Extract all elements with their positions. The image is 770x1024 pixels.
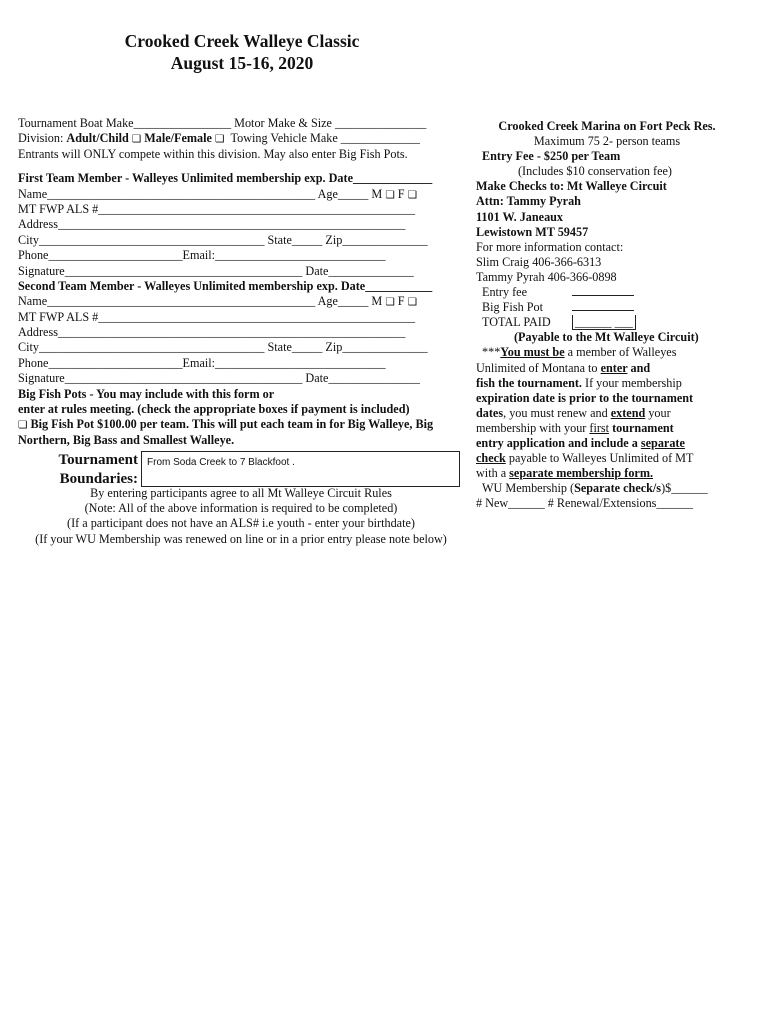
event-date: August 15-16, 2020 [170, 53, 314, 73]
first-name-field[interactable]: Name____________________________________________ Age_____ M [18, 186, 383, 201]
membership-line-6 [476, 421, 738, 436]
second-signature-field[interactable]: Signature_______________________________________ Date_______________ [18, 371, 420, 386]
membership-text: payable to Walleyes Unlimited of MT [505, 451, 694, 466]
info-sidebar [476, 119, 738, 511]
membership-emphasis: separate [640, 435, 685, 450]
division-male-female: Male/Female [144, 131, 212, 146]
attn: Attn: Tammy Pyrah [476, 194, 581, 209]
fee-bigfish-row [476, 300, 738, 315]
payable-note: (Payable to the Mt Walleye Circuit) [514, 330, 699, 345]
contact-2: Tammy Pyrah 406-366-0898 [476, 269, 617, 284]
membership-emphasis: dates [476, 405, 504, 420]
boundaries-label [56, 451, 138, 489]
street-address: 1101 W. Janeaux [476, 209, 564, 224]
boat-row [18, 116, 464, 131]
max-teams: Maximum 75 2- person teams [533, 134, 681, 149]
city-address: Lewistown MT 59457 [476, 224, 589, 239]
membership-line-7 [476, 436, 738, 451]
second-phone-field[interactable]: Phone______________________Email:____________________________ [18, 355, 386, 370]
note-line: (If your WU Membership was renewed on line or in a prior entry please note below) [35, 531, 447, 546]
checkbox-icon[interactable]: ❏ [385, 188, 395, 201]
entrants-note: Entrants will ONLY compete within this division. May also enter Big Fish Pots. [18, 146, 408, 161]
fee-includes: (Includes $10 conservation fee) [518, 164, 672, 179]
membership-text: and [627, 360, 651, 375]
fee-bigfish-label: Big Fish Pot [482, 300, 543, 315]
checkbox-icon[interactable]: ❏ [131, 133, 142, 146]
first-address-field[interactable]: Address_________________________________________________________ [18, 217, 406, 232]
new-renewal-row[interactable]: # New______ # Renewal/Extensions______ [476, 496, 693, 511]
contact-label: For more information contact: [476, 239, 624, 254]
wu-emphasis: Separate check/s [574, 481, 662, 496]
membership-emphasis: first [589, 420, 610, 435]
membership-text: Unlimited of Montana to [476, 360, 601, 375]
membership-text: If your membership [581, 375, 682, 390]
boundaries-label-line-1: Tournament [58, 452, 138, 468]
motor-make-field[interactable]: Motor Make & Size _______________ [234, 116, 427, 130]
membership-emphasis: enter [600, 360, 628, 375]
entry-form [18, 116, 464, 448]
second-member-heading: Second Team Member - Walleyes Unlimited membership exp. Date___________ [18, 278, 433, 293]
big-fish-line-4: Northern, Big Bass and Smallest Walleye. [18, 432, 235, 447]
female-label: F [397, 186, 405, 201]
location: Crooked Creek Marina on Fort Peck Res. [498, 119, 716, 133]
second-city-field[interactable]: City_____________________________________ State_____ Zip______________ [18, 340, 428, 355]
first-signature-field[interactable]: Signature_______________________________________ Date______________ [18, 263, 414, 278]
membership-text: entry application and include a [476, 435, 641, 450]
checkbox-icon[interactable]: ❏ [407, 296, 418, 309]
checkbox-icon[interactable]: ❏ [407, 188, 418, 201]
membership-line-3 [476, 376, 738, 391]
division-adult-child: Adult/Child [66, 131, 129, 146]
fee-bigfish-blank[interactable] [572, 300, 634, 311]
big-fish-line-2: enter at rules meeting. (check the appropriate boxes if payment is included) [18, 402, 410, 417]
boundaries-input[interactable] [141, 451, 460, 487]
big-fish-option-row [18, 417, 464, 432]
first-member-heading: First Team Member - Walleyes Unlimited membership exp. Date_____________ [18, 171, 433, 186]
membership-line-4: expiration date is prior to the tournament [476, 390, 694, 405]
fee-entry-blank[interactable] [572, 285, 634, 296]
fee-entry-row [476, 285, 738, 300]
note-line: (Note: All of the above information is required to be completed) [84, 501, 398, 516]
boundaries-label-line-2: Boundaries: [59, 471, 138, 487]
membership-emphasis: separate membership form. [509, 466, 654, 481]
checkbox-icon[interactable]: ❏ [18, 419, 28, 432]
first-phone-field[interactable]: Phone______________________Email:____________________________ [18, 248, 386, 263]
contact-1: Slim Craig 406-366-6313 [476, 254, 602, 269]
fee-total-label: TOTAL PAID [482, 315, 551, 330]
membership-line-2 [476, 361, 738, 376]
boundaries-value: From Soda Creek to 7 Blackfoot . [147, 457, 295, 468]
wu-text: WU Membership ( [482, 481, 575, 496]
tournament-boundaries [56, 451, 460, 489]
female-label: F [397, 294, 405, 309]
membership-line-1 [476, 345, 738, 360]
wu-text: )$______ [661, 481, 708, 496]
membership-line-5 [476, 406, 738, 421]
note-line: By entering participants agree to all Mt Walleye Circuit Rules [90, 486, 392, 500]
wu-membership-row[interactable] [476, 481, 738, 496]
big-fish-line-1: Big Fish Pots - You may include with this form or [18, 386, 275, 401]
membership-line-8 [476, 451, 738, 466]
page-title: Crooked Creek Walleye Classic [124, 31, 360, 51]
first-city-field[interactable]: City_____________________________________ State_____ Zip______________ [18, 232, 428, 247]
fee-total-blank[interactable]: ______ ___ [572, 315, 636, 330]
fee-total-row [476, 315, 738, 330]
membership-text: with a [476, 466, 510, 481]
towing-vehicle-field[interactable]: Towing Vehicle Make _____________ [230, 131, 421, 146]
fee-entry-label: Entry fee [482, 285, 528, 300]
membership-text: tournament [609, 420, 674, 435]
boat-make-field[interactable]: Tournament Boat Make________________ [18, 116, 232, 130]
first-member-name-row [18, 187, 464, 202]
notes-block [18, 486, 464, 547]
membership-emphasis: You must be [500, 345, 565, 360]
checkbox-icon[interactable]: ❏ [385, 296, 395, 309]
checkbox-icon[interactable]: ❏ [215, 133, 225, 146]
membership-text: , you must renew and [503, 405, 611, 420]
membership-text: a member of Walleyes [564, 345, 677, 360]
membership-text: your [645, 405, 671, 420]
note-line: (If a participant does not have an ALS# i.e youth - enter your birthdate) [67, 516, 415, 531]
membership-line-9 [476, 466, 738, 481]
second-member-name-row [18, 294, 464, 309]
membership-text: *** [482, 345, 501, 360]
second-address-field[interactable]: Address_________________________________________________________ [18, 325, 406, 340]
form-title-block [0, 30, 484, 74]
membership-emphasis: check [476, 451, 506, 466]
division-row [18, 131, 464, 146]
membership-emphasis: extend [610, 405, 646, 420]
second-name-field[interactable]: Name____________________________________________ Age_____ M [18, 294, 383, 309]
membership-emphasis: fish the tournament. [476, 375, 582, 390]
checks-payable: Make Checks to: Mt Walleye Circuit [476, 179, 667, 194]
entry-fee: Entry Fee - $250 per Team [482, 149, 621, 164]
division-label: Division: [18, 131, 64, 146]
first-als-field[interactable]: MT FWP ALS #____________________________________________________ [18, 201, 416, 216]
membership-text: membership with your [476, 420, 590, 435]
big-fish-line-3: Big Fish Pot $100.00 per team. This will put each team in for Big Walleye, Big [30, 417, 434, 432]
second-als-field[interactable]: MT FWP ALS #____________________________________________________ [18, 309, 416, 324]
